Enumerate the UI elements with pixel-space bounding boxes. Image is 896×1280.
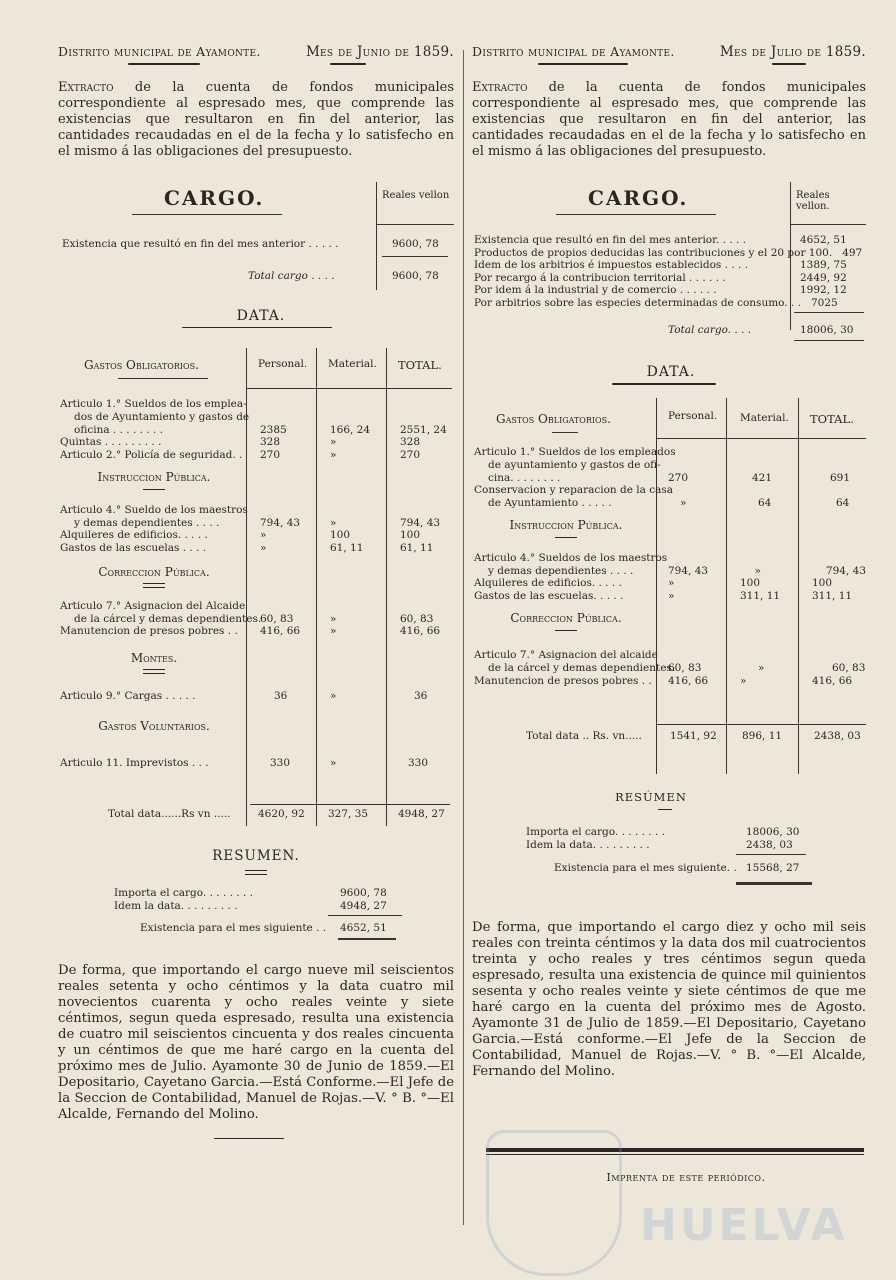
alq-personal: » [668,577,675,590]
alq-total: 100 [400,529,421,542]
col-material: Material. [740,412,789,424]
existencia-value: 4652, 51 [340,922,387,934]
alq-label: Alquileres de edificios. . . . . [60,529,208,542]
ge-total: 61, 11 [400,541,434,554]
ge-row [60,542,452,555]
right-cargo [472,182,866,354]
art9-personal: 36 [274,689,288,702]
art7-row [474,662,866,675]
left-month: Mes de Junio de 1859. [305,44,454,60]
art4-total: 794, 43 [825,564,866,577]
art7-line2: de la cárcel y demas dependientes. [74,612,262,625]
cargo-row-value: 497 [842,246,863,259]
idem-row [114,900,404,913]
correccion-heading: Correccion Pública. [510,611,622,626]
ge-material: 311, 11 [740,589,781,602]
right-final-text: De forma, que importando el cargo diez y ocho mil seis reales con treinta céntimos y la data dos mil cuatrocientos treinta y ocho reales y tres céntimos segun queda espresado, resulta una existencia de quince mil quinientos sesenta y ocho reales veinte y siete céntimos de que me haré cargo en la cuenta del próximo mes de Agosto. Ayamonte 31 de Julio de 1859.—El Depositario, Cayetano Garcia.—Está conforme.—El Jefe de la Seccion de Contabilidad, Manuel de Rojas.—V. ° B. °—El Alcalde, Fernando del Molino. [472,920,866,1079]
alq-label: Alquileres de edificios. . . . . [474,577,622,590]
total-data-total: 4948, 27 [398,808,445,820]
alq-row [60,529,452,542]
art4-personal: 794, 43 [668,564,709,577]
montes-section [60,652,248,674]
total-data-personal: 1541, 92 [670,730,717,742]
cargo-row-value: 4652, 51 [800,234,847,246]
left-district: Distrito municipal de Ayamonte. [58,44,261,59]
column-divider [463,50,464,1225]
cargo-row [62,238,452,251]
alq-material: 100 [740,577,761,590]
instruccion-heading: Instruccion Pública. [509,518,623,533]
art1-line1: Articulo 1.° Sueldos de los emplea- [60,398,247,410]
cons-total: 64 [836,496,850,509]
data-ornament [472,382,866,386]
cons-line2: de Ayuntamiento . . . . . [488,496,612,509]
manut-label: Manutencion de presos pobres . . [60,625,238,638]
idem-label: Idem la data. . . . . . . . . [114,900,238,912]
art1-total: 691 [830,471,851,484]
intro-lead: Extracto [472,80,528,95]
gastos-obligatorios: Gastos Obligatorios. [84,358,199,372]
intro-lead: Extracto [58,80,114,95]
col-material: Material. [328,358,377,370]
cargo-row-value: 9600, 78 [392,238,439,250]
cargo-title: CARGO. [164,186,265,210]
importa-row [114,887,404,900]
cargo-row-value: 1389, 75 [800,259,847,271]
total-cargo-label: Total cargo. . . . [668,324,752,336]
archive-stamp-shield [486,1130,622,1276]
total-cargo [668,324,866,337]
importa-value: 18006, 30 [746,826,800,838]
right-data-table [472,398,866,778]
right-column [472,44,866,1184]
ge-total: 311, 11 [812,589,853,602]
ge-row [474,590,866,603]
art1-line1: Articulo 1.° Sueldos de los empleados [474,446,676,458]
idem-value: 2438, 03 [746,839,793,851]
existencia-row [554,862,810,875]
art9-total: 36 [414,689,428,702]
cargo-row [474,272,866,285]
total-data-material: 896, 11 [742,730,783,742]
cargo-row [474,247,866,260]
art2-material: » [330,448,337,461]
art1-total: 2551, 24 [400,423,447,436]
right-month: Mes de Julio de 1859. [719,44,866,60]
art11-total: 330 [408,756,429,769]
quintas-personal: 328 [260,436,281,449]
left-final-text: De forma, que importando el cargo nueve mil seiscientos reales setenta y ocho céntimos y la data cuatro mil novecientos cuarenta y ocho reales veinte y siete céntimos, segun queda espresado, resulta una existencia de cuatro mil seiscientos cincuenta y dos reales cincuenta y un céntimos de que me haré cargo en la cuenta del próximo mes de Julio. Ayamonte 30 de Junio de 1859.—El Depositario, Cayetano Garcia.—Está Conforme.—El Jefe de la Seccion de Contabilidad, Manuel de Rojas.—V. ° B. °—El Alcalde, Fernando del Molino. [58,963,454,1122]
art7-personal: 60, 83 [668,662,702,675]
ge-label: Gastos de las escuelas. . . . . [474,589,624,602]
cargo-title: CARGO. [588,186,689,210]
idem-value: 4948, 27 [340,900,387,912]
resumen-title: RESÚMEN [615,790,687,804]
cons-row [474,497,866,510]
art4-material: » [330,516,337,529]
left-end-ornament [58,1137,454,1141]
col-total: TOTAL. [398,358,442,372]
data-title: DATA. [646,364,696,380]
art9-label: Articulo 9.° Cargas . . . . . [60,689,196,702]
ge-personal: » [260,541,267,554]
cargo-row-label: Existencia que resultó en fin del mes anterior. . . . . [474,234,747,246]
cargo-row-label: Por arbitrios sobre las especies determinadas de consumo. . . [474,296,801,309]
art7-line2: de la cárcel y demas dependientes. [488,662,676,675]
art7-row [60,613,452,626]
art11-row [60,757,452,770]
data-ornament [58,326,454,330]
art1-row [474,472,866,485]
alq-personal: » [260,529,267,542]
cargo-row-value: 1992, 12 [800,284,847,296]
correccion-heading: Correccion Pública. [98,565,210,580]
manut-personal: 416, 66 [668,674,709,687]
idem-row [526,839,806,852]
right-header [472,44,866,60]
art2-personal: 270 [260,448,281,461]
total-data-total: 2438, 03 [814,730,861,742]
art4-material: » [754,564,761,577]
art1-personal: 270 [668,471,689,484]
existencia-label: Existencia para el mes siguiente . . [140,922,327,934]
art1-material: 421 [752,471,773,484]
instruccion-section [474,519,658,538]
resumen-block [472,826,866,912]
ge-personal: » [668,589,675,602]
intro-text: de la cuenta de fondos municipales correspondiente al espresado mes, que comprende las existencias que resultaron en fin del anterior, las cantidades recaudadas en el de la fecha y lo satisfecho en el mismo á las obligaciones del presupuesto. [58,80,454,159]
art4-line2: y demas dependientes . . . . [74,516,220,529]
art11-material: » [330,756,337,769]
total-data-label: Total data .. Rs. vn..... [526,730,642,742]
data-rows [60,398,452,769]
col-total: TOTAL. [810,412,854,426]
total-data-label: Total data......Rs vn ..... [108,808,231,820]
total-data-row [108,808,452,821]
left-intro [58,80,454,160]
art7-material: » [758,662,765,675]
art7-total: 60, 83 [832,662,866,675]
manut-personal: 416, 66 [260,625,301,638]
alq-row [474,577,866,590]
col-personal: Personal. [668,410,718,422]
total-data-personal: 4620, 92 [258,808,305,820]
importa-label: Importa el cargo. . . . . . . . [114,887,253,899]
gastos-voluntarios-section [60,720,248,733]
art7-material: » [330,612,337,625]
manut-total: 416, 66 [400,625,441,638]
importa-row [526,826,806,839]
left-header [58,44,454,60]
art4-row [474,565,866,578]
art4-line2: y demas dependientes . . . . [488,564,634,577]
alq-material: 100 [330,529,351,542]
header-ornament [472,62,866,66]
printer-line: Imprenta de este periódico. [606,1171,766,1184]
art4-line1: Articulo 4.° Sueldo de los maestros [60,503,248,516]
correccion-section [474,612,658,631]
art1-line2: dos de Ayuntamiento y gastos de [74,410,250,423]
cargo-row-label: Productos de propios deducidas las contribuciones y el 20 por 100. [474,246,833,259]
art1-personal: 2385 [260,423,287,436]
existencia-value: 15568, 27 [746,862,800,874]
gastos-voluntarios-heading: Gastos Voluntarios. [98,719,210,734]
left-column [58,44,454,1141]
existencia-label: Existencia para el mes siguiente. . [554,862,737,874]
total-data-material: 327, 35 [328,808,369,820]
art7-line1: Articulo 7.° Asignacion del Alcaide [60,599,246,612]
resumen-block [58,887,454,957]
art1-material: 166, 24 [330,423,371,436]
cargo-col-header: Reales vellon [382,190,450,201]
left-data-table [58,348,454,828]
cargo-col-header: Reales vellon. [796,190,830,212]
gastos-obligatorios: Gastos Obligatorios. [496,412,611,426]
art1-line2: de ayuntamiento y gastos de ofi- [488,458,661,471]
quintas-label: Quintas . . . . . . . . . [60,436,162,449]
art2-row [60,449,452,462]
instruccion-section [60,471,248,490]
cargo-row [474,297,866,310]
total-cargo-label: Total cargo . . . . [248,270,335,282]
importa-value: 9600, 78 [340,887,387,899]
total-cargo [248,270,452,283]
cargo-row-label: Por recargo á la contribucion territorial . . . . . . [474,271,726,284]
cons-material: 64 [758,496,772,509]
art11-personal: 330 [270,756,291,769]
right-intro [472,80,866,160]
montes-heading: Montes. [130,650,178,665]
cargo-row-label: Idem de los arbitrios é impuestos establecidos . . . . [474,259,749,271]
intro-text: de la cuenta de fondos municipales correspondiente al espresado mes, que comprende las existencias que resultaron en fin del anterior, las cantidades recaudadas en el de la fecha y lo satisfecho en el mismo á las obligaciones del presupuesto. [472,80,866,159]
left-cargo [58,182,454,292]
cargo-row [474,284,866,297]
art11-label: Articulo 11. Imprevistos . . . [60,756,209,769]
col-personal: Personal. [258,358,308,370]
art1-line3: oficina . . . . . . . . [74,423,163,436]
right-district: Distrito municipal de Ayamonte. [472,44,675,59]
art1-row [60,424,452,437]
quintas-total: 328 [400,436,421,449]
quintas-row [60,436,452,449]
cargo-row [474,259,866,272]
cargo-row-label: Por idem á la industrial y de comercio . . . . . . [474,284,717,296]
art4-personal: 794, 43 [260,516,301,529]
archive-stamp-wordmark: HUELVA [640,1200,848,1251]
art1-line3: cina. . . . . . . . [488,471,561,484]
correccion-section [60,566,248,588]
art9-row [60,690,452,703]
manut-material: » [330,625,337,638]
ge-material: 61, 11 [330,541,364,554]
manut-row [60,625,452,638]
quintas-material: » [330,436,337,449]
header-ornament [58,62,454,66]
cons-line1: Conservacion y reparacion de la casa [474,484,674,497]
cargo-rows [474,234,866,309]
art2-total: 270 [400,448,421,461]
ge-label: Gastos de las escuelas . . . . [60,541,207,554]
manut-label: Manutencion de presos pobres . . [474,674,652,687]
resumen-title: RESUMEN. [212,848,300,864]
cargo-row-value: 2449, 92 [800,271,847,284]
art7-line1: Articulo 7.° Asignacion del alcaide [474,649,658,662]
instruccion-heading: Instruccion Pública. [97,470,211,485]
cargo-row-value: 7025 [811,296,838,309]
manut-material: » [740,674,747,687]
art9-material: » [330,689,337,702]
art7-personal: 60, 83 [260,612,294,625]
alq-total: 100 [812,577,833,590]
cargo-row-label: Existencia que resultó en fin del mes anterior . . . . . [62,238,339,250]
total-data-row [526,730,866,743]
importa-label: Importa el cargo. . . . . . . . [526,826,665,838]
cons-personal: » [680,496,687,509]
data-title: DATA. [236,308,286,324]
art2-label: Articulo 2.° Policía de seguridad. . [60,448,243,461]
existencia-row [140,922,404,935]
manut-row [474,675,866,688]
total-cargo-value: 18006, 30 [800,324,854,336]
manut-total: 416, 66 [812,674,853,687]
data-rows [474,446,866,687]
art4-row [60,517,452,530]
cargo-row [474,234,866,247]
idem-label: Idem la data. . . . . . . . . [526,839,650,851]
art4-total: 794, 43 [400,516,441,529]
total-cargo-value: 9600, 78 [392,270,439,282]
art4-line1: Articulo 4.° Sueldos de los maestros [474,552,668,565]
art7-total: 60, 83 [400,612,434,625]
